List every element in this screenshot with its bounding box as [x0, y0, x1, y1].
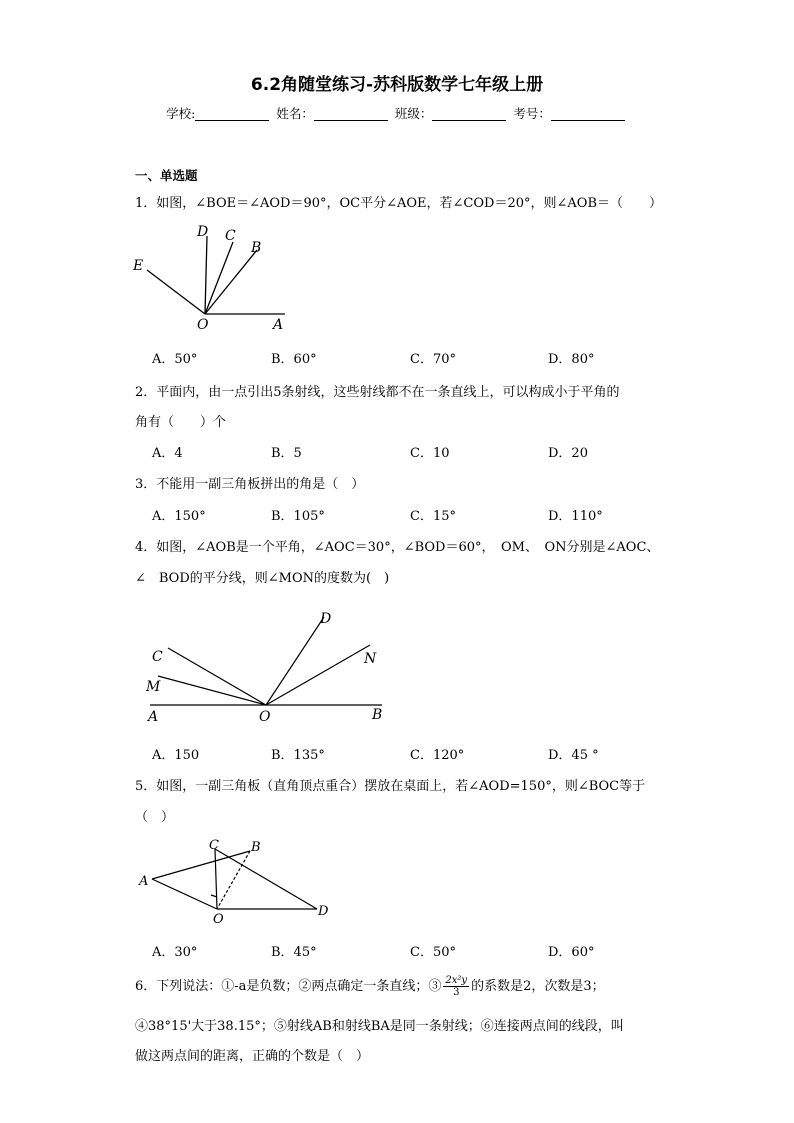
label-a: A — [139, 874, 149, 889]
question-4-stem-line-1: 4．如图，∠AOB是一个平角，∠AOC＝30°，∠BOD＝60°， OM、 ON分别是∠AOC、 — [135, 540, 660, 555]
question-3-stem: 3．不能用一副三角板拼出的角是（ ） — [135, 477, 365, 492]
label-e: E — [133, 258, 144, 274]
side-ao — [152, 879, 217, 909]
label-m: M — [146, 679, 161, 695]
fraction-numerator: 2x²y — [445, 975, 468, 986]
ray-od — [205, 236, 207, 314]
label-o: O — [213, 912, 224, 927]
label-n: N — [364, 651, 377, 667]
label-c: C — [152, 649, 163, 665]
q1-option-b[interactable]: B．60° — [271, 352, 317, 367]
q1-option-d[interactable]: D．80° — [548, 352, 595, 367]
class-label: 班级： — [394, 106, 433, 121]
question-2-stem-line-2: 角有（ ）个 — [135, 415, 227, 430]
ray-ob — [205, 250, 257, 314]
question-5-stem-line-2: （ ） — [135, 810, 175, 825]
question-5-figure — [135, 833, 340, 928]
q2-option-c[interactable]: C．10 — [410, 446, 450, 461]
side-cd — [215, 849, 317, 909]
q4-option-c[interactable]: C．120° — [410, 748, 465, 763]
label-a: A — [148, 709, 159, 725]
label-o: O — [259, 709, 271, 725]
label-b: B — [372, 707, 383, 723]
question-2-stem-line-1: 2．平面内，由一点引出5条射线，这些射线都不在一条直线上，可以构成小于平角的 — [135, 385, 620, 400]
q2-option-b[interactable]: B．5 — [271, 446, 302, 461]
q1-option-c[interactable]: C．70° — [410, 352, 456, 367]
q4-option-b[interactable]: B．135° — [271, 748, 325, 763]
q5-option-b[interactable]: B．45° — [271, 945, 317, 960]
section-heading: 一、单选题 — [135, 168, 198, 183]
label-d: D — [197, 224, 209, 240]
exam-number-label: 考号： — [513, 106, 551, 121]
label-a: A — [273, 317, 284, 333]
q5-option-d[interactable]: D．60° — [548, 945, 595, 960]
q2-option-d[interactable]: D．20 — [548, 446, 588, 461]
page-title: 6.2角随堂练习-苏科版数学七年级上册 — [250, 75, 544, 95]
ray-om — [158, 676, 266, 705]
ray-oe — [147, 270, 205, 314]
question-6-stem-line-2: ④38°15'大于38.15°；⑤射线AB和射线BA是同一条射线；⑥连接两点间的线段，叫 — [135, 1019, 624, 1034]
question-4-figure — [140, 605, 400, 725]
label-d: D — [320, 611, 332, 627]
q1-option-a[interactable]: A．50° — [152, 352, 198, 367]
ray-oc — [205, 242, 233, 314]
label-b: B — [251, 840, 261, 855]
name-label: 姓名： — [276, 106, 314, 121]
q5-option-a[interactable]: A．30° — [152, 945, 198, 960]
student-info-line — [0, 104, 794, 122]
label-d: D — [318, 904, 329, 919]
question-4-stem-line-2: ∠ BOD的平分线，则∠MON的度数为( ) — [135, 571, 390, 586]
q2-option-a[interactable]: A．4 — [152, 446, 183, 461]
q4-option-d[interactable]: D．45 ° — [548, 748, 599, 763]
question-1-stem: 1．如图，∠BOE＝∠AOD＝90°，OC平分∠AOE，若∠COD＝20°，则∠AOB＝（ ） — [135, 196, 662, 211]
question-6-stem-line-1 — [135, 975, 605, 998]
question-6-stem-part-1: 6．下列说法：①-a是负数；②两点确定一条直线；③ — [135, 979, 442, 994]
school-label: 学校: — [166, 106, 196, 121]
label-b: B — [251, 240, 262, 256]
school-blank[interactable] — [195, 107, 269, 121]
class-blank[interactable] — [432, 107, 506, 121]
question-5-stem-line-1: 5．如图，一副三角板（直角顶点重合）摆放在桌面上，若∠AOD=150°，则∠BOC等于 — [135, 779, 646, 794]
question-6-stem-part-2: 的系数是2，次数是3； — [471, 979, 605, 994]
fraction-denominator: 3 — [453, 987, 460, 998]
q3-option-a[interactable]: A．150° — [152, 509, 206, 524]
label-c: C — [225, 228, 236, 244]
fraction-expression — [443, 975, 469, 998]
ray-od — [266, 617, 324, 705]
q4-option-a[interactable]: A．150 — [152, 748, 200, 763]
q5-option-c[interactable]: C．50° — [410, 945, 456, 960]
ray-on — [266, 645, 370, 705]
label-o: O — [197, 317, 209, 333]
ray-oc — [168, 648, 266, 705]
label-c: C — [209, 838, 219, 853]
q3-option-c[interactable]: C．15° — [410, 509, 456, 524]
name-blank[interactable] — [314, 107, 388, 121]
q3-option-b[interactable]: B．105° — [271, 509, 325, 524]
side-ab — [152, 851, 250, 879]
side-co — [215, 849, 217, 909]
question-6-stem-line-3: 做这两点间的距离，正确的个数是（ ） — [135, 1049, 370, 1064]
question-1-figure — [125, 218, 305, 338]
exam-number-blank[interactable] — [551, 107, 625, 121]
q3-option-d[interactable]: D．110° — [548, 509, 603, 524]
